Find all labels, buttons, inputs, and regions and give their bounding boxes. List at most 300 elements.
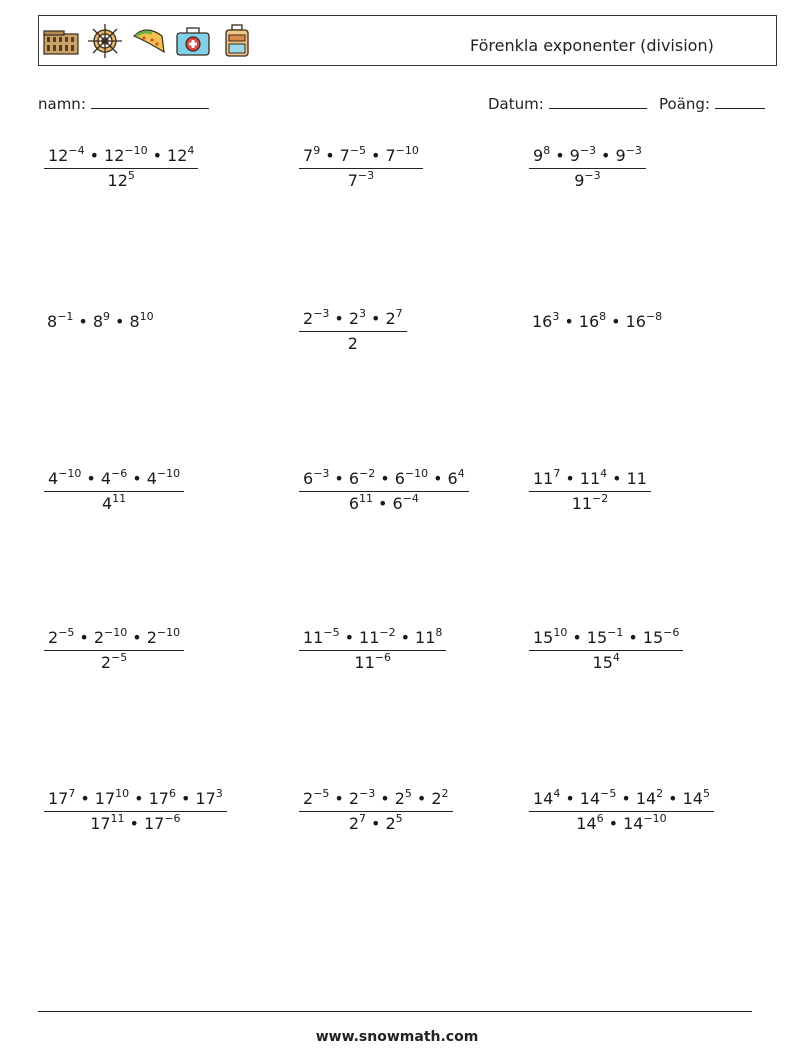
denominator bbox=[529, 811, 714, 833]
term-base: 16 bbox=[578, 312, 600, 331]
denominator bbox=[529, 650, 683, 672]
term-base: 8 bbox=[47, 312, 58, 331]
power-term bbox=[48, 146, 85, 165]
term-base: 14 bbox=[635, 789, 657, 808]
power-term bbox=[167, 146, 194, 165]
power-term bbox=[532, 312, 559, 331]
taco-icon bbox=[130, 22, 168, 58]
denominator bbox=[299, 168, 423, 190]
term-base: 8 bbox=[129, 312, 140, 331]
numerator bbox=[44, 146, 198, 168]
term-exponent: −2 bbox=[592, 492, 609, 505]
term-base: 15 bbox=[586, 628, 608, 647]
term-base: 7 bbox=[339, 146, 350, 165]
multiply-dot: • bbox=[134, 789, 144, 808]
score-field[interactable] bbox=[659, 94, 765, 113]
term-base: 2 bbox=[348, 789, 360, 808]
power-term bbox=[385, 146, 418, 165]
term-base: 12 bbox=[167, 146, 188, 165]
denominator bbox=[299, 331, 407, 353]
term-exponent: 3 bbox=[359, 307, 367, 320]
term-exponent: −4 bbox=[68, 144, 85, 157]
power-term bbox=[102, 494, 126, 513]
term-base: 11 bbox=[354, 653, 375, 672]
power-term bbox=[636, 789, 663, 808]
fraction bbox=[299, 789, 453, 833]
power-term bbox=[574, 171, 600, 190]
score-label: Poäng: bbox=[659, 95, 710, 113]
problem-14 bbox=[299, 789, 453, 833]
term-base: 14 bbox=[682, 789, 703, 808]
fraction bbox=[44, 146, 198, 190]
numerator bbox=[529, 789, 714, 811]
term-exponent: −6 bbox=[164, 812, 181, 825]
multiply-dot: • bbox=[380, 469, 390, 488]
power-term bbox=[95, 789, 129, 808]
power-term bbox=[587, 628, 624, 647]
numerator bbox=[529, 146, 646, 168]
term-exponent: −5 bbox=[349, 144, 367, 157]
problem-6 bbox=[532, 312, 662, 331]
power-term bbox=[576, 814, 603, 833]
worksheet-header bbox=[38, 15, 777, 66]
power-term bbox=[101, 469, 127, 488]
multiply-dot: • bbox=[378, 494, 388, 513]
name-label: namn: bbox=[38, 95, 86, 113]
power-term bbox=[94, 628, 127, 647]
power-term bbox=[303, 628, 340, 647]
power-term bbox=[129, 312, 153, 331]
power-term bbox=[415, 628, 442, 647]
term-base: 2 bbox=[348, 814, 360, 833]
multiply-dot: • bbox=[371, 814, 381, 833]
term-exponent: 4 bbox=[187, 144, 195, 157]
date-blank[interactable] bbox=[549, 94, 647, 109]
term-base: 11 bbox=[359, 628, 380, 647]
term-exponent: −4 bbox=[402, 492, 419, 505]
term-exponent: −6 bbox=[663, 626, 680, 639]
power-term bbox=[572, 494, 609, 513]
power-term bbox=[349, 494, 373, 513]
term-exponent: −5 bbox=[58, 626, 75, 639]
multiply-dot: • bbox=[80, 789, 90, 808]
term-base: 6 bbox=[447, 469, 458, 488]
power-term bbox=[580, 789, 617, 808]
numerator bbox=[299, 146, 423, 168]
term-base: 7 bbox=[385, 146, 396, 165]
term-exponent: 9 bbox=[103, 310, 111, 323]
term-exponent: 6 bbox=[596, 812, 604, 825]
multiply-dot: • bbox=[668, 789, 678, 808]
power-term bbox=[533, 469, 560, 488]
problem-11 bbox=[299, 628, 446, 672]
problem-10 bbox=[44, 628, 184, 672]
term-base: 2 bbox=[93, 628, 105, 647]
numerator bbox=[44, 628, 184, 650]
multiply-dot: • bbox=[612, 469, 622, 488]
term-exponent: −5 bbox=[111, 651, 128, 664]
term-exponent: 10 bbox=[115, 787, 130, 800]
term-base: 11 bbox=[415, 628, 436, 647]
multiply-dot: • bbox=[371, 146, 381, 165]
term-base: 11 bbox=[303, 628, 324, 647]
ship-wheel-icon bbox=[86, 22, 124, 60]
header-icons bbox=[42, 22, 256, 60]
term-base: 15 bbox=[592, 653, 613, 672]
numerator bbox=[44, 469, 184, 491]
term-exponent: 7 bbox=[395, 307, 403, 320]
term-exponent: −10 bbox=[104, 626, 128, 639]
problem-13 bbox=[44, 789, 227, 833]
fraction bbox=[44, 789, 227, 833]
term-exponent: 3 bbox=[552, 310, 560, 323]
term-exponent: 10 bbox=[553, 626, 568, 639]
fraction bbox=[44, 469, 184, 513]
numerator bbox=[299, 789, 453, 811]
power-term bbox=[579, 312, 606, 331]
power-term bbox=[195, 789, 222, 808]
power-term bbox=[47, 312, 73, 331]
denominator bbox=[299, 650, 446, 672]
term-exponent: −10 bbox=[124, 144, 148, 157]
term-base: 6 bbox=[392, 494, 403, 513]
term-exponent: 10 bbox=[139, 310, 154, 323]
term-base: 4 bbox=[100, 469, 112, 488]
term-base: 2 bbox=[146, 628, 157, 647]
multiply-dot: • bbox=[572, 628, 582, 647]
fraction bbox=[44, 628, 184, 672]
multiply-dot: • bbox=[344, 628, 355, 647]
name-field[interactable] bbox=[38, 94, 209, 113]
term-base: 2 bbox=[385, 814, 396, 833]
term-exponent: −3 bbox=[359, 787, 376, 800]
multiply-dot: • bbox=[180, 789, 191, 808]
term-exponent: −8 bbox=[645, 310, 663, 323]
term-base: 2 bbox=[348, 309, 360, 328]
term-exponent: 11 bbox=[112, 492, 127, 505]
term-base: 9 bbox=[574, 171, 585, 190]
fraction bbox=[529, 469, 651, 513]
term-base: 12 bbox=[48, 146, 69, 165]
term-base: 2 bbox=[385, 309, 396, 328]
term-exponent: 5 bbox=[127, 169, 135, 182]
multiply-dot: • bbox=[565, 469, 575, 488]
worksheet-title: Förenkla exponenter (division) bbox=[470, 36, 714, 55]
fraction bbox=[299, 469, 469, 513]
term-exponent: 8 bbox=[543, 144, 551, 157]
multiply-dot: • bbox=[129, 814, 139, 833]
term-base: 9 bbox=[615, 146, 626, 165]
multiply-dot: • bbox=[334, 469, 344, 488]
power-term bbox=[385, 814, 402, 833]
multiply-dot: • bbox=[334, 789, 344, 808]
footer-divider bbox=[38, 1011, 752, 1012]
problem-15 bbox=[529, 789, 714, 833]
power-term bbox=[303, 309, 329, 328]
power-term bbox=[627, 469, 647, 488]
first-aid-kit-icon bbox=[174, 22, 212, 60]
term-base: 4 bbox=[48, 469, 59, 488]
term-exponent: 5 bbox=[702, 787, 710, 800]
multiply-dot: • bbox=[152, 146, 163, 165]
term-base: 8 bbox=[92, 312, 104, 331]
term-base: 4 bbox=[101, 494, 113, 513]
fraction bbox=[299, 309, 407, 353]
multiply-dot: • bbox=[433, 469, 443, 488]
term-exponent: −2 bbox=[379, 626, 396, 639]
term-exponent: −10 bbox=[58, 467, 82, 480]
numerator bbox=[44, 789, 227, 811]
power-term bbox=[623, 814, 667, 833]
denominator bbox=[529, 168, 646, 190]
denominator bbox=[44, 168, 198, 190]
term-base: 17 bbox=[195, 789, 216, 808]
power-term bbox=[348, 171, 374, 190]
numerator bbox=[299, 309, 407, 331]
term-base: 6 bbox=[303, 469, 314, 488]
term-base: 17 bbox=[48, 789, 69, 808]
power-term bbox=[385, 309, 402, 328]
term-base: 14 bbox=[576, 814, 597, 833]
term-base: 17 bbox=[143, 814, 165, 833]
problem-7 bbox=[44, 469, 184, 513]
term-exponent: −5 bbox=[313, 787, 330, 800]
term-base: 17 bbox=[148, 789, 169, 808]
term-exponent: −3 bbox=[579, 144, 597, 157]
term-exponent: −10 bbox=[395, 144, 419, 157]
problem-2 bbox=[299, 146, 423, 190]
multiply-dot: • bbox=[78, 312, 88, 331]
multiply-dot: • bbox=[565, 789, 575, 808]
term-base: 2 bbox=[347, 334, 358, 353]
name-blank[interactable] bbox=[91, 94, 209, 109]
term-base: 11 bbox=[571, 494, 593, 513]
term-exponent: 4 bbox=[553, 787, 561, 800]
term-base: 4 bbox=[146, 469, 157, 488]
term-exponent: −3 bbox=[313, 307, 330, 320]
term-exponent: 4 bbox=[600, 467, 608, 480]
term-base: 15 bbox=[642, 628, 664, 647]
power-term bbox=[349, 309, 366, 328]
power-term bbox=[626, 312, 663, 331]
multiply-dot: • bbox=[86, 469, 96, 488]
power-term bbox=[93, 312, 110, 331]
numerator bbox=[299, 628, 446, 650]
denominator bbox=[529, 491, 651, 513]
multiply-dot: • bbox=[416, 789, 427, 808]
problem-8 bbox=[299, 469, 469, 513]
multiply-dot: • bbox=[601, 146, 611, 165]
multiply-dot: • bbox=[564, 312, 574, 331]
term-exponent: 11 bbox=[110, 812, 125, 825]
term-exponent: 4 bbox=[457, 467, 465, 480]
multiply-dot: • bbox=[608, 814, 619, 833]
power-term bbox=[108, 171, 135, 190]
multiply-dot: • bbox=[132, 628, 142, 647]
term-base: 2 bbox=[303, 309, 314, 328]
fraction bbox=[299, 146, 423, 190]
term-base: 2 bbox=[100, 653, 112, 672]
power-term bbox=[570, 146, 596, 165]
fraction bbox=[299, 628, 446, 672]
term-exponent: −2 bbox=[359, 467, 376, 480]
term-base: 7 bbox=[347, 171, 358, 190]
power-term bbox=[147, 628, 180, 647]
power-term bbox=[348, 334, 358, 353]
power-term bbox=[149, 789, 176, 808]
term-base: 9 bbox=[569, 146, 580, 165]
power-term bbox=[104, 146, 148, 165]
luggage-icon bbox=[218, 22, 256, 60]
term-exponent: 8 bbox=[435, 626, 443, 639]
term-exponent: 6 bbox=[168, 787, 176, 800]
term-exponent: −3 bbox=[584, 169, 601, 182]
term-base: 16 bbox=[532, 312, 553, 331]
term-exponent: −10 bbox=[404, 467, 429, 480]
term-exponent: −6 bbox=[111, 467, 128, 480]
power-term bbox=[448, 469, 465, 488]
term-exponent: −5 bbox=[600, 787, 617, 800]
power-term bbox=[48, 789, 75, 808]
term-exponent: 2 bbox=[656, 787, 664, 800]
date-label: Datum: bbox=[488, 95, 544, 113]
power-term bbox=[144, 814, 181, 833]
term-base: 6 bbox=[348, 469, 360, 488]
power-term bbox=[683, 789, 710, 808]
term-base: 14 bbox=[579, 789, 601, 808]
power-term bbox=[90, 814, 124, 833]
numerator bbox=[529, 469, 651, 491]
power-term bbox=[349, 814, 366, 833]
term-base: 11 bbox=[579, 469, 601, 488]
power-term bbox=[615, 146, 641, 165]
date-field[interactable] bbox=[488, 94, 647, 113]
multiply-dot: • bbox=[371, 309, 381, 328]
term-exponent: −10 bbox=[156, 467, 181, 480]
power-term bbox=[580, 469, 607, 488]
term-exponent: −1 bbox=[57, 310, 74, 323]
expression bbox=[47, 312, 154, 331]
term-base: 16 bbox=[625, 312, 646, 331]
multiply-dot: • bbox=[555, 146, 565, 165]
fraction bbox=[529, 789, 714, 833]
numerator bbox=[529, 628, 683, 650]
power-term bbox=[359, 628, 396, 647]
term-exponent: 7 bbox=[359, 812, 367, 825]
term-exponent: −3 bbox=[313, 467, 330, 480]
power-term bbox=[303, 789, 329, 808]
multiply-dot: • bbox=[132, 469, 142, 488]
term-base: 12 bbox=[107, 171, 128, 190]
term-exponent: −10 bbox=[156, 626, 181, 639]
power-term bbox=[643, 628, 680, 647]
power-term bbox=[395, 789, 412, 808]
multiply-dot: • bbox=[79, 628, 89, 647]
multiply-dot: • bbox=[380, 789, 390, 808]
term-exponent: 2 bbox=[441, 787, 449, 800]
term-base: 17 bbox=[94, 789, 116, 808]
fraction bbox=[529, 146, 646, 190]
term-base: 9 bbox=[533, 146, 544, 165]
term-base: 6 bbox=[394, 469, 405, 488]
power-term bbox=[101, 653, 127, 672]
term-exponent: −6 bbox=[374, 651, 391, 664]
power-term bbox=[303, 469, 329, 488]
term-exponent: 8 bbox=[599, 310, 607, 323]
problem-5 bbox=[299, 309, 407, 353]
term-base: 2 bbox=[431, 789, 442, 808]
problem-3 bbox=[529, 146, 646, 190]
power-term bbox=[340, 146, 366, 165]
multiply-dot: • bbox=[611, 312, 621, 331]
fraction bbox=[529, 628, 683, 672]
power-term bbox=[431, 789, 448, 808]
term-base: 12 bbox=[104, 146, 125, 165]
term-base: 2 bbox=[48, 628, 59, 647]
term-exponent: 5 bbox=[404, 787, 412, 800]
multiply-dot: • bbox=[621, 789, 631, 808]
power-term bbox=[533, 146, 550, 165]
score-blank[interactable] bbox=[715, 94, 765, 109]
term-exponent: 7 bbox=[553, 467, 561, 480]
term-base: 14 bbox=[533, 789, 554, 808]
term-base: 7 bbox=[303, 146, 314, 165]
power-term bbox=[349, 469, 375, 488]
power-term bbox=[303, 146, 320, 165]
term-exponent: 11 bbox=[359, 492, 374, 505]
term-exponent: −10 bbox=[643, 812, 667, 825]
colosseum-icon bbox=[42, 22, 80, 58]
power-term bbox=[593, 653, 620, 672]
term-base: 11 bbox=[533, 469, 554, 488]
denominator bbox=[44, 491, 184, 513]
term-base: 11 bbox=[626, 469, 647, 488]
multiply-dot: • bbox=[334, 309, 344, 328]
term-base: 15 bbox=[533, 628, 554, 647]
term-exponent: 5 bbox=[395, 812, 403, 825]
term-exponent: 4 bbox=[612, 651, 620, 664]
problem-4 bbox=[47, 312, 154, 331]
problem-9 bbox=[529, 469, 651, 513]
term-base: 14 bbox=[623, 814, 644, 833]
denominator bbox=[44, 650, 184, 672]
power-term bbox=[533, 628, 567, 647]
expression bbox=[532, 312, 662, 331]
multiply-dot: • bbox=[400, 628, 411, 647]
term-base: 2 bbox=[303, 789, 314, 808]
power-term bbox=[533, 789, 560, 808]
term-exponent: 3 bbox=[215, 787, 223, 800]
term-exponent: −3 bbox=[625, 144, 642, 157]
multiply-dot: • bbox=[115, 312, 125, 331]
power-term bbox=[48, 628, 74, 647]
multiply-dot: • bbox=[89, 146, 100, 165]
denominator bbox=[44, 811, 227, 833]
multiply-dot: • bbox=[325, 146, 335, 165]
denominator bbox=[299, 811, 453, 833]
power-term bbox=[354, 653, 391, 672]
footer-url[interactable]: www.snowmath.com bbox=[315, 1029, 479, 1045]
problem-1 bbox=[44, 146, 198, 190]
term-exponent: −3 bbox=[357, 169, 375, 182]
term-exponent: 9 bbox=[313, 144, 321, 157]
power-term bbox=[147, 469, 180, 488]
problem-12 bbox=[529, 628, 683, 672]
term-base: 6 bbox=[348, 494, 360, 513]
multiply-dot: • bbox=[628, 628, 638, 647]
power-term bbox=[395, 469, 428, 488]
numerator bbox=[299, 469, 469, 491]
